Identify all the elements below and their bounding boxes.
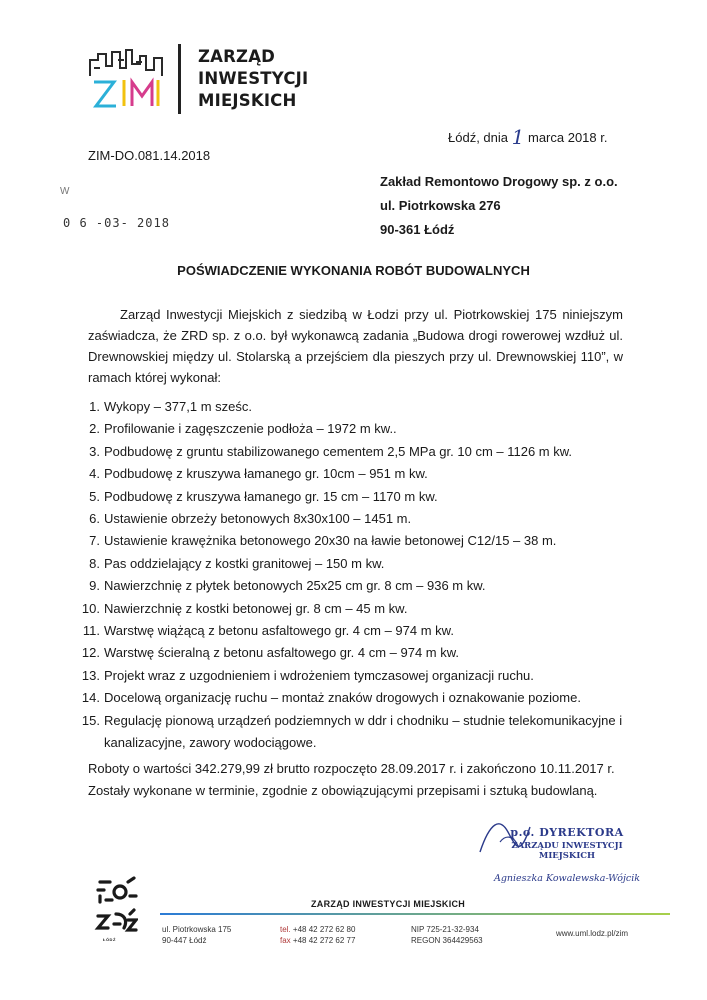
- org-name-line-1: ZARZĄD: [198, 47, 276, 66]
- org-name-line-3: MIEJSKICH: [198, 91, 297, 110]
- signatory-org: ZARZĄDU INWESTYCJI MIEJSKICH: [511, 841, 623, 861]
- list-item-text: Podbudowę z kruszywa łamanego gr. 15 cm – 1170 m kw.: [104, 488, 438, 504]
- list-item-text: Podbudowę z kruszywa łamanego gr. 10cm – 951 m kw.: [104, 466, 428, 482]
- list-item-text: Ustawienie krawężnika betonowego 20x30 na ławie betonowej C12/15 – 38 m.: [104, 533, 557, 549]
- list-item-text: Projekt wraz z uzgodnieniem i wdrożeniem tymczasowej organizacji ruchu.: [104, 667, 534, 683]
- list-item: [90, 530, 630, 552]
- org-name-line-2: INWESTYCJI: [198, 69, 309, 88]
- footer-fax: +48 42 272 62 77: [292, 936, 356, 945]
- logo-divider: [178, 44, 181, 114]
- list-item: [82, 620, 630, 642]
- addressee-city: 90-361 Łódź: [380, 222, 455, 237]
- list-item-number: 15.: [81, 712, 100, 728]
- list-item: [81, 710, 630, 755]
- list-item-number: 14.: [81, 690, 100, 706]
- date-suffix: marca 2018 r.: [527, 130, 608, 145]
- city-brand-label: ŁÓDŹ: [103, 937, 116, 942]
- signature-stamp: [482, 826, 652, 884]
- addressee-street: ul. Piotrkowska 276: [380, 198, 501, 213]
- received-stamp-date: 0 6 -03- 2018: [63, 216, 170, 230]
- received-stamp-mark: W: [60, 186, 70, 197]
- list-item-text: Nawierzchnię z kostki betonowej gr. 8 cm – 45 m kw.: [104, 600, 408, 616]
- signatory-name: Agnieszka Kowalewska-Wójcik: [493, 873, 641, 884]
- list-item-number: 11.: [82, 623, 100, 639]
- list-item-text: Nawierzchnię z płytek betonowych 25x25 cm gr. 8 cm – 936 m kw.: [104, 578, 486, 594]
- list-item-text: Profilowanie i zagęszczenie podłoża – 1972 m kw..: [104, 421, 397, 437]
- reference-number: ZIM-DO.081.14.2018: [88, 148, 211, 163]
- signatory-role: p.o. DYREKTORA: [510, 826, 624, 839]
- footer-divider: [160, 913, 670, 915]
- footer-tel: +48 42 272 62 80: [292, 925, 356, 934]
- list-item: [90, 553, 630, 575]
- list-item-number: 4.: [89, 466, 100, 482]
- footer-city: 90-447 Łódź: [162, 936, 207, 945]
- list-item-number: 6.: [89, 511, 100, 527]
- list-item-text: Warstwę wiążącą z betonu asfaltowego gr. 4 cm – 974 m kw.: [104, 623, 454, 639]
- list-item-text: Podbudowę z gruntu stabilizowanego cementem 2,5 MPa gr. 10 cm – 1126 m kw.: [104, 443, 573, 459]
- list-item-number: 9.: [89, 578, 100, 594]
- document-title: POŚWIADCZENIE WYKONANIA ROBÓT BUDOWALNYCH: [177, 263, 530, 278]
- list-item-text: Wykopy – 377,1 m sześc.: [104, 399, 252, 414]
- list-item-number: 8.: [89, 555, 100, 571]
- org-logo-text: [198, 46, 308, 112]
- closing-line-1: Roboty o wartości 342.279,99 zł brutto rozpoczęto 28.09.2017 r. i zakończono 10.11.2017 r.: [88, 761, 615, 776]
- list-item: [81, 642, 630, 664]
- addressee-block: [380, 170, 618, 242]
- works-list: [81, 396, 630, 755]
- closing-line-2: Zostały wykonane w terminie, zgodnie z obowiązującymi przepisami i sztuką budowlaną.: [88, 783, 598, 799]
- date-day-handwritten: 1: [511, 125, 525, 149]
- lodz-city-logo-icon: [94, 876, 138, 936]
- list-item-number: 12.: [81, 645, 100, 661]
- footer-registry: [411, 924, 483, 946]
- list-item: [90, 418, 630, 440]
- footer-website: www.uml.lodz.pl/zim: [556, 929, 629, 938]
- letter-date: [448, 123, 607, 147]
- list-item: [90, 463, 630, 485]
- list-item-number: 3.: [89, 443, 100, 459]
- footer-regon: REGON 364429563: [411, 936, 483, 945]
- footer-org-name: ZARZĄD INWESTYCJI MIEJSKICH: [311, 899, 466, 909]
- list-item-number: 1.: [89, 399, 100, 414]
- list-item: [90, 486, 630, 508]
- list-item-number: 7.: [89, 533, 100, 549]
- tel-label: tel.: [280, 925, 291, 934]
- list-item: [90, 396, 630, 418]
- footer-contact: [280, 924, 355, 946]
- footer-address: [162, 924, 231, 946]
- footer-street: ul. Piotrkowska 175: [162, 925, 232, 934]
- list-item: [90, 508, 630, 530]
- list-item-text: Docelową organizację ruchu – montaż znaków drogowych i oznakowanie poziome.: [104, 690, 581, 706]
- list-item-number: 5.: [89, 488, 100, 504]
- list-item: [81, 687, 630, 709]
- list-item-number: 2.: [89, 421, 100, 437]
- list-item-text: Regulację pionową urządzeń podziemnych w ddr i chodniku – studnie telekomunikacyjne i kanalizacyjne, zawory wodociągowe.: [104, 712, 623, 751]
- list-item-text: Warstwę ścieralną z betonu asfaltowego gr. 4 cm – 974 m kw.: [104, 645, 460, 661]
- intro-paragraph: Zarząd Inwestycji Miejskich z siedzibą w Łodzi przy ul. Piotrkowskiej 175 niniejszym zaświadcza, że ZRD sp. z o.o. był wykonawcą zadania „Budowa drogi rowerowej wzdłuż ul. Drewnowskiej między ul. Stolarską a przejściem dla pieszych przy ul. Drewnowskiej 110”, w ramach której wykonał:: [88, 307, 623, 385]
- list-item-text: Ustawienie obrzeży betonowych 8x30x100 – 1451 m.: [104, 511, 412, 527]
- addressee-name: Zakład Remontowo Drogowy sp. z o.o.: [380, 174, 618, 189]
- list-item-number: 13.: [81, 667, 100, 683]
- zim-logo-icon: [88, 46, 166, 112]
- closing-paragraph: [88, 758, 628, 803]
- list-item-text: Pas oddzielający z kostki granitowej – 150 m kw.: [104, 555, 385, 571]
- list-item-number: 10.: [81, 600, 100, 616]
- list-item: [81, 598, 630, 620]
- list-item: [90, 441, 630, 463]
- date-prefix: Łódź, dnia: [448, 130, 508, 145]
- list-item: [81, 665, 630, 687]
- fax-label: fax: [280, 936, 291, 945]
- list-item: [90, 575, 630, 597]
- footer-nip: NIP 725-21-32-934: [411, 925, 479, 934]
